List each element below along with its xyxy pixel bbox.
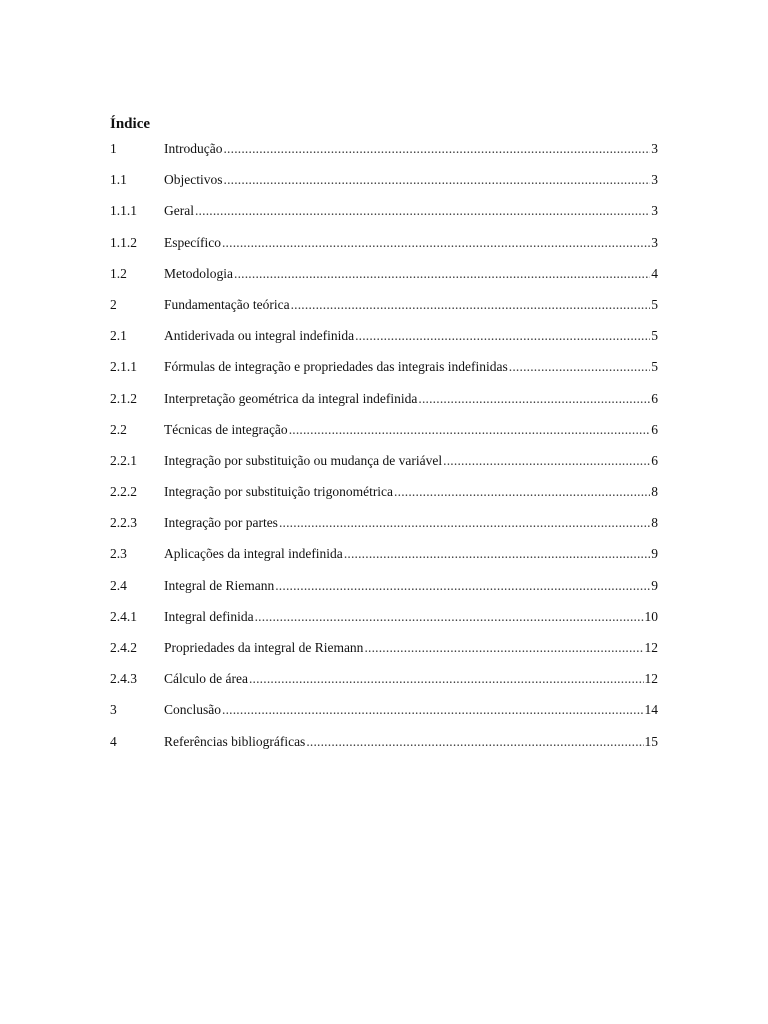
toc-entry-label: Fórmulas de integração e propriedades das integrais indefinidas xyxy=(164,359,508,375)
toc-entry[interactable] xyxy=(110,482,658,513)
toc-dot-leader xyxy=(223,139,650,159)
toc-entry[interactable] xyxy=(110,513,658,544)
toc-entry-label: Fundamentação teórica xyxy=(164,296,290,312)
toc-entry[interactable] xyxy=(110,295,658,326)
toc-entry-page: 3 xyxy=(651,141,658,156)
toc-dot-leader xyxy=(418,389,650,409)
toc-entry-label: Conclusão xyxy=(164,702,221,718)
toc-entry[interactable] xyxy=(110,139,658,170)
toc-entry-number: 1.1.1 xyxy=(110,203,137,219)
toc-entry-page: 8 xyxy=(651,484,658,500)
toc-dot-leader xyxy=(234,264,650,284)
toc-entry[interactable] xyxy=(110,638,658,669)
toc-entry-number: 1.1.2 xyxy=(110,234,137,250)
toc-entry-number: 2.4.2 xyxy=(110,640,137,655)
toc-dot-leader xyxy=(289,420,651,440)
toc-entry[interactable] xyxy=(110,233,658,264)
toc-entry[interactable] xyxy=(110,357,658,388)
toc-dot-leader xyxy=(275,576,650,596)
toc-entry-page: 5 xyxy=(651,359,658,375)
toc-dot-leader xyxy=(306,732,643,752)
toc-entry-number: 3 xyxy=(110,702,117,718)
toc-entry-label: Integral definida xyxy=(164,608,254,624)
toc-entry[interactable] xyxy=(110,732,658,763)
toc-entry[interactable] xyxy=(110,201,658,232)
toc-entry[interactable] xyxy=(110,544,658,575)
toc-dot-leader xyxy=(509,357,650,377)
toc-entry-page: 3 xyxy=(651,234,658,250)
toc-entry[interactable] xyxy=(110,170,658,201)
toc-entry-label: Integração por substituição trigonométrica xyxy=(164,484,394,500)
toc-entry[interactable] xyxy=(110,607,658,638)
toc-entry-page: 15 xyxy=(644,733,658,749)
toc-dot-leader xyxy=(344,544,650,564)
toc-entry[interactable] xyxy=(110,700,658,731)
toc-entry-page: 9 xyxy=(651,546,658,562)
toc-entry-number: 2.2 xyxy=(110,421,127,437)
toc-entry-label: Interpretação geométrica da integral indefinida xyxy=(164,390,418,406)
toc-entry-label: Cálculo de área xyxy=(164,671,248,687)
toc-entry[interactable] xyxy=(110,669,658,700)
toc-entry[interactable] xyxy=(110,576,658,607)
toc-entry-label: Geral xyxy=(164,203,194,219)
toc-entry-number: 1.2 xyxy=(110,265,127,281)
toc-entry-label: Técnicas de integração xyxy=(164,421,288,437)
toc-entry-number: 2.4.1 xyxy=(110,608,137,624)
toc-entry-label: Referências bibliográficas xyxy=(164,733,306,749)
toc-entry[interactable] xyxy=(110,264,658,295)
toc-entry-number: 2.4 xyxy=(110,577,127,593)
toc-dot-leader xyxy=(222,233,650,253)
toc-entry-page: 12 xyxy=(644,640,658,655)
toc-entry-number: 2 xyxy=(110,296,117,312)
toc-entry-label: Integração por partes xyxy=(164,515,278,531)
toc-entry-page: 6 xyxy=(651,390,658,406)
toc-dot-leader xyxy=(355,326,650,346)
toc-entry-number: 2.1 xyxy=(110,328,127,344)
toc-entry-number: 2.1.2 xyxy=(110,390,137,406)
toc-dot-leader xyxy=(249,669,644,689)
toc-entry-number: 4 xyxy=(110,733,117,749)
toc-dot-leader xyxy=(279,513,650,533)
toc-title: Índice xyxy=(110,116,151,132)
toc-entry-label: Integração por substituição ou mudança de variável xyxy=(164,452,443,468)
toc-entry-number: 2.1.1 xyxy=(110,359,137,375)
toc-entry-number: 2.2.1 xyxy=(110,452,137,468)
toc-entry-page: 8 xyxy=(651,515,658,531)
toc-dot-leader xyxy=(443,451,650,471)
toc-entry-label: Objectivos xyxy=(164,172,223,188)
toc-entry-number: 2.4.3 xyxy=(110,671,137,687)
toc-dot-leader xyxy=(364,638,643,658)
toc-entry-page: 12 xyxy=(644,671,658,687)
toc-dot-leader xyxy=(394,482,650,502)
toc-entry-page: 5 xyxy=(651,296,658,312)
toc-entry-label: Antiderivada ou integral indefinida xyxy=(164,328,355,344)
toc-entry-number: 2.2.3 xyxy=(110,515,137,531)
toc-entry-number: 2.2.2 xyxy=(110,484,137,500)
toc-entry-page: 4 xyxy=(651,265,658,281)
toc-entry[interactable] xyxy=(110,389,658,420)
toc-entry-page: 6 xyxy=(651,452,658,468)
toc-entry-label: Específico xyxy=(164,234,221,250)
toc-entry[interactable] xyxy=(110,326,658,357)
toc-entry[interactable] xyxy=(110,451,658,482)
toc-entry-number: 2.3 xyxy=(110,546,127,562)
toc-dot-leader xyxy=(195,201,650,221)
toc-list xyxy=(110,139,658,763)
toc-entry-page: 6 xyxy=(651,421,658,437)
toc-dot-leader xyxy=(255,607,644,627)
toc-dot-leader xyxy=(291,295,651,315)
toc-entry-label: Propriedades da integral de Riemann xyxy=(164,640,364,655)
toc-entry-page: 3 xyxy=(651,203,658,219)
toc-entry-label: Integral de Riemann xyxy=(164,577,275,593)
toc-entry-page: 5 xyxy=(651,328,658,344)
toc-entry-label: Introdução xyxy=(164,141,223,156)
toc-entry-number: 1.1 xyxy=(110,172,127,188)
toc-entry-number: 1 xyxy=(110,141,117,156)
toc-entry-label: Aplicações da integral indefinida xyxy=(164,546,343,562)
table-of-contents xyxy=(110,114,658,763)
toc-entry[interactable] xyxy=(110,420,658,451)
toc-entry-page: 9 xyxy=(651,577,658,593)
toc-dot-leader xyxy=(224,170,651,190)
toc-entry-page: 10 xyxy=(644,608,658,624)
toc-entry-page: 3 xyxy=(651,172,658,188)
toc-dot-leader xyxy=(222,700,644,720)
toc-entry-page: 14 xyxy=(644,702,658,718)
toc-entry-label: Metodologia xyxy=(164,265,233,281)
